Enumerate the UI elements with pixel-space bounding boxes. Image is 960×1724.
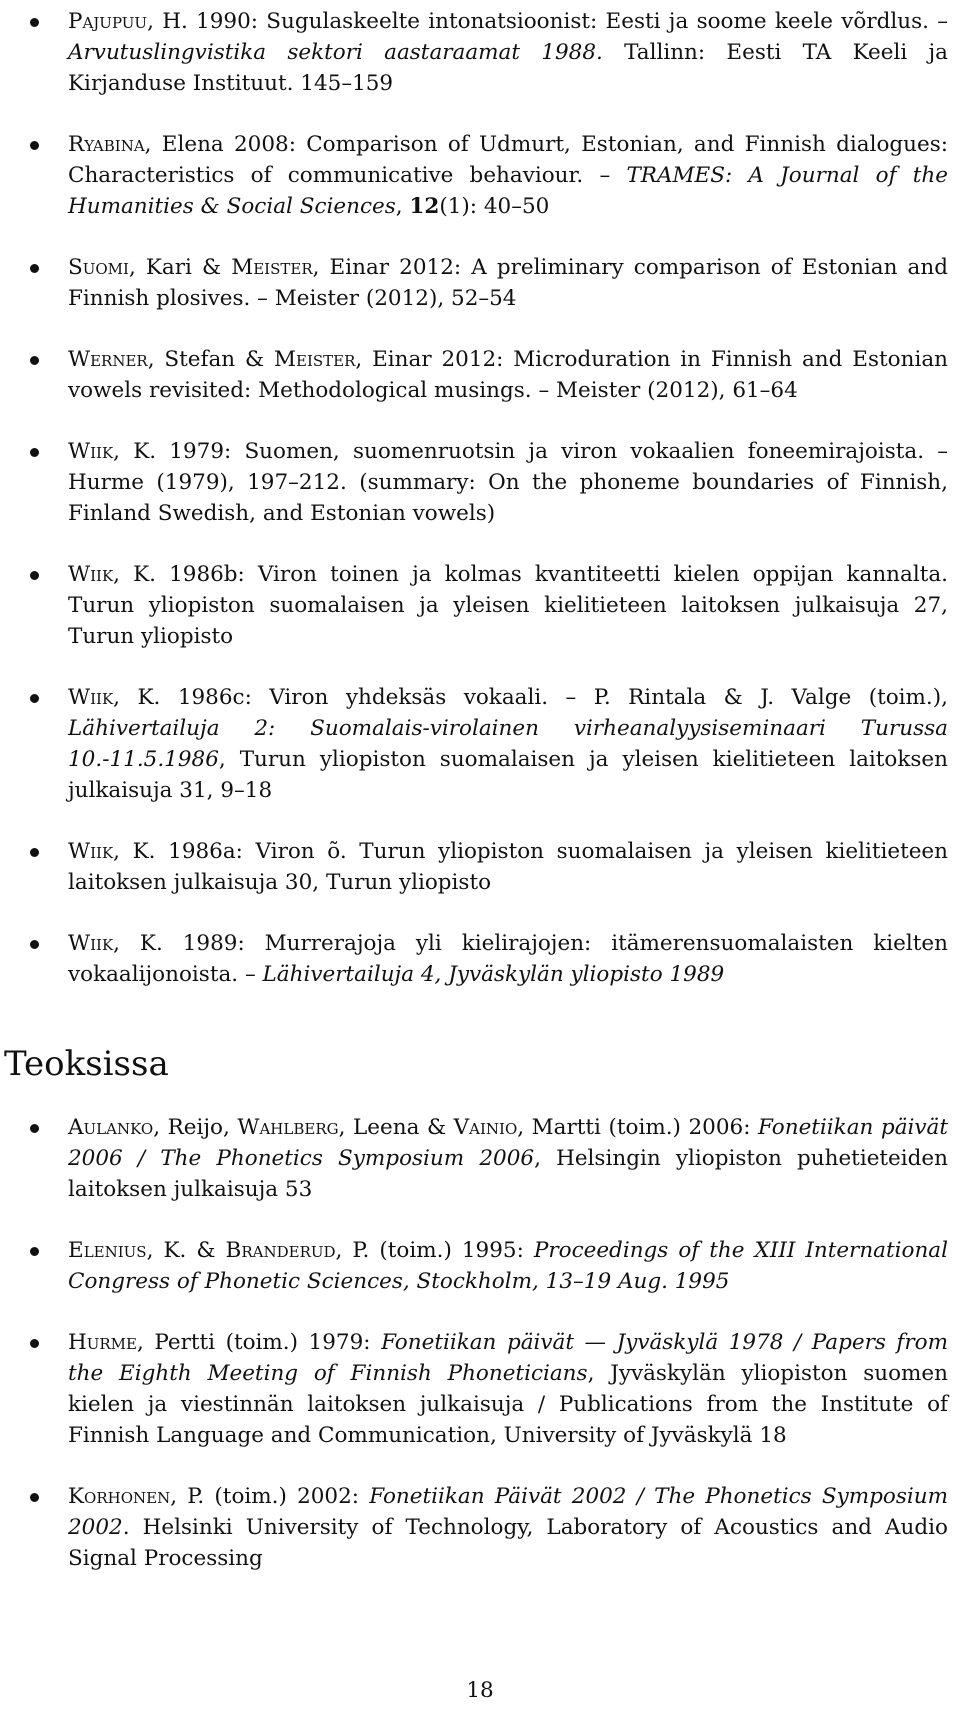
reference-title: Proceedings of the XIII International Congress of Phonetic Sciences, Stockholm, 13–19 Aug. 1995 xyxy=(68,1238,948,1294)
reference-item xyxy=(0,6,960,99)
reference-author: Hurme xyxy=(68,1330,137,1355)
bullet-icon xyxy=(30,848,39,857)
reference-text: , Elena 2008: Comparison of Udmurt, Estonian, and Finnish dialogues: Characteristics of communicative behaviour. – xyxy=(68,132,948,188)
reference-item xyxy=(0,836,960,898)
reference-title: Fonetiikan Päivät 2002 / The Phonetics Symposium 2002 xyxy=(68,1484,948,1540)
reference-text: (1): 40–50 xyxy=(439,194,550,219)
reference-text: , xyxy=(395,194,410,219)
bullet-icon xyxy=(30,18,39,27)
bullet-icon xyxy=(30,356,39,365)
reference-text: , Leena & xyxy=(338,1115,454,1140)
reference-text: , Jyväskylän yliopiston suomen kielen ja viestinnän laitoksen julkaisuja / Publications from the Institute of Finnish Language and Communication, University of Jyväskylä 18 xyxy=(68,1361,948,1448)
reference-item xyxy=(0,1235,960,1297)
journal-reference-list xyxy=(0,6,960,1020)
reference-author: Wiik xyxy=(68,839,114,864)
reference-item xyxy=(0,559,960,652)
reference-text: , H. 1990: Sugulaskeelte intonatsioonist: Eesti ja soome keele võrdlus. – xyxy=(147,9,948,34)
section-heading: Teoksissa xyxy=(4,1044,169,1084)
reference-text: , Martti (toim.) 2006: xyxy=(517,1115,759,1140)
bullet-icon xyxy=(30,264,39,273)
reference-author: Branderud xyxy=(225,1238,336,1263)
reference-author: Korhonen xyxy=(68,1484,171,1509)
reference-author: Werner xyxy=(68,347,148,372)
reference-text: , K. 1979: Suomen, suomenruotsin ja viron vokaalien foneemirajoista. – Hurme (1979), 197–212. (summary: On the phoneme boundaries of Finnish, Finland Swedish, and Estonian vowels) xyxy=(68,439,948,526)
bullet-icon xyxy=(30,1124,39,1133)
bullet-icon xyxy=(30,1247,39,1256)
reference-text: , Reijo, xyxy=(153,1115,238,1140)
reference-author: Aulanko xyxy=(68,1115,154,1140)
bullet-icon xyxy=(30,1493,39,1502)
reference-text: , Turun yliopiston suomalaisen ja yleisen kielitieteen laitoksen julkaisuja 31, 9–18 xyxy=(68,747,948,803)
reference-item xyxy=(0,1112,960,1205)
reference-author: Wiik xyxy=(68,931,114,956)
reference-text: , Pertti (toim.) 1979: xyxy=(137,1330,382,1355)
reference-title: TRAMES: A Journal of the Humanities & Social Sciences xyxy=(68,163,948,219)
reference-text: , K. 1989: Murrerajoja yli kielirajojen: itämerensuomalaisten kielten vokaalijonoista. – xyxy=(68,931,948,987)
reference-item xyxy=(0,928,960,990)
reference-text: , K. & xyxy=(146,1238,226,1263)
reference-text: , K. 1986b: Viron toinen ja kolmas kvantiteetti kielen oppijan kannalta. Turun yliopiston suomalaisen ja yleisen kielitieteen laitoksen julkaisuja 27, Turun yliopisto xyxy=(68,562,948,649)
reference-author: Wiik xyxy=(68,562,114,587)
reference-author: Suomi xyxy=(68,255,129,280)
reference-author: Wiik xyxy=(68,685,114,710)
reference-item xyxy=(0,682,960,806)
reference-text: . Helsinki University of Technology, Laboratory of Acoustics and Audio Signal Processing xyxy=(68,1515,948,1571)
reference-author: Pajupuu xyxy=(68,9,148,34)
reference-author: Meister xyxy=(231,255,313,280)
reference-item xyxy=(0,436,960,529)
reference-item xyxy=(0,129,960,222)
bullet-icon xyxy=(30,1339,39,1348)
bullet-icon xyxy=(30,694,39,703)
reference-author: Ryabina xyxy=(68,132,145,157)
bullet-icon xyxy=(30,448,39,457)
reference-title: Fonetiikan päivät — Jyväskylä 1978 / Papers from the Eighth Meeting of Finnish Phoneticians xyxy=(68,1330,948,1386)
reference-text: , Kari & xyxy=(128,255,232,280)
reference-text: , Stefan & xyxy=(147,347,274,372)
reference-text: , K. 1986a: Viron õ. Turun yliopiston suomalaisen ja yleisen kielitieteen laitoksen julkaisuja 30, Turun yliopisto xyxy=(68,839,948,895)
reference-text: , Helsingin yliopiston puhetieteiden laitoksen julkaisuja 53 xyxy=(68,1146,948,1202)
reference-author: Meister xyxy=(273,347,356,372)
reference-text: , Einar 2012: Microduration in Finnish and Estonian vowels revisited: Methodological musings. – Meister (2012), 61–64 xyxy=(68,347,948,403)
reference-text: , Einar 2012: A preliminary comparison of Estonian and Finnish plosives. – Meister (2012), 52–54 xyxy=(68,255,948,311)
reference-title: Lähivertailuja 4, Jyväskylän yliopisto 1989 xyxy=(262,962,725,987)
reference-title: Arvutuslingvistika sektori aastaraamat 1988. xyxy=(68,40,603,65)
reference-item xyxy=(0,344,960,406)
reference-item xyxy=(0,1327,960,1451)
bullet-icon xyxy=(30,571,39,580)
reference-item xyxy=(0,252,960,314)
reference-author: Wahlberg xyxy=(237,1115,339,1140)
reference-text: Tallinn: Eesti TA Keeli ja Kirjanduse Instituut. 145–159 xyxy=(68,40,948,96)
reference-title: Fonetiikan päivät 2006 / The Phonetics Symposium 2006 xyxy=(68,1115,948,1171)
reference-author: Vainio xyxy=(453,1115,518,1140)
reference-title: Lähivertailuja 2: Suomalais-virolainen virheanalyysiseminaari Turussa 10.-11.5.1986 xyxy=(68,716,948,772)
reference-author: Elenius xyxy=(68,1238,147,1263)
page-number: 18 xyxy=(466,1678,494,1703)
bullet-icon xyxy=(30,141,39,150)
reference-text: , P. (toim.) 2002: xyxy=(170,1484,370,1509)
reference-item xyxy=(0,1481,960,1574)
bullet-icon xyxy=(30,940,39,949)
reference-volume: 12 xyxy=(409,194,440,219)
reference-text: , P. (toim.) 1995: xyxy=(335,1238,534,1263)
book-reference-list xyxy=(0,1112,960,1604)
reference-text: , K. 1986c: Viron yhdeksäs vokaali. – P. Rintala & J. Valge (toim.), xyxy=(113,685,948,710)
reference-author: Wiik xyxy=(68,439,114,464)
